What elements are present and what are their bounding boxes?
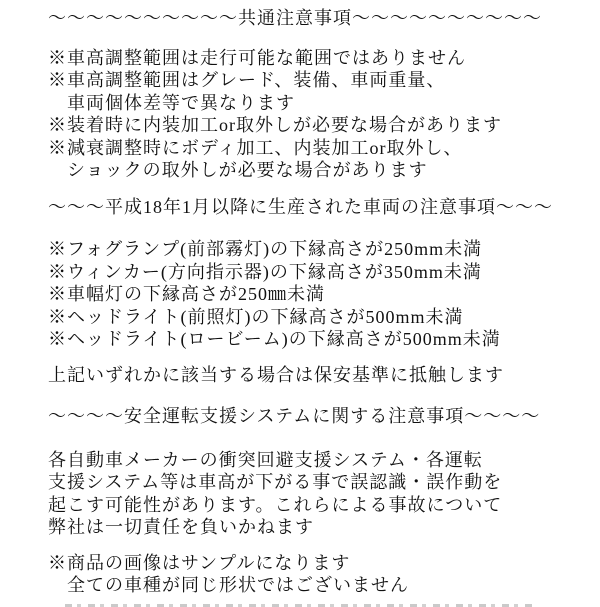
sample-image-note-line: 全ての車種が同じ形状ではございません [67, 575, 409, 595]
sample-image-note-line: ※商品の画像はサンプルになります [48, 552, 351, 573]
safety-system-notes-heading: ～～～～安全運転支援システムに関する注意事項～～～～ [48, 406, 541, 426]
notice-line: ※車高調整範囲はグレード、装備、車両重量、 [48, 70, 446, 90]
notice-line: ※減衰調整時にボディ加工、内装加工or取外し、 [48, 137, 463, 158]
notice-line: ※装着時に内装加工or取外しが必要な場合があります [48, 115, 502, 135]
common-notes-block [48, 47, 600, 182]
notice-line: ※ヘッドライト(ロービーム)の下縁高さが500mm未満 [48, 329, 501, 349]
paragraph-line: 弊社は一切責任を負いかねます [48, 517, 314, 537]
paragraph-line: 支援システム等は車高が下がる事で誤認識・誤作動を [48, 472, 503, 492]
heisei18-vehicle-notes-heading: ～～～平成18年1月以降に生産された車両の注意事項～～～ [48, 196, 553, 217]
notice-line: ※ヘッドライト(前照灯)の下縁高さが500mm未満 [48, 306, 464, 327]
notice-line: ※車幅灯の下縁高さが250㎜未満 [48, 284, 325, 304]
notice-line: ※ウィンカー(方向指示器)の下縁高さが350mm未満 [48, 261, 482, 282]
notice-line-continuation: 車両個体差等で異なります [67, 92, 295, 113]
sample-image-note-block [48, 552, 600, 597]
safety-system-paragraph [48, 449, 600, 539]
compliance-warning-line: 上記いずれかに該当する場合は保安基準に抵触します [48, 364, 504, 385]
notice-line: ※車高調整範囲は走行可能な範囲ではありません [48, 47, 466, 68]
paragraph-line: 起こす可能性があります。これらによる事故について [48, 494, 503, 515]
notice-document [0, 7, 600, 607]
notice-line-continuation: ショックの取外しが必要な場合があります [67, 160, 428, 180]
notice-line: ※フォグランプ(前部霧灯)の下縁高さが250mm未満 [48, 239, 483, 259]
heisei18-vehicle-notes-block [48, 238, 600, 351]
paragraph-line: 各自動車メーカーの衝突回避支援システム・各運転 [48, 449, 483, 470]
common-notes-heading: ～～～～～～～～～～共通注意事項～～～～～～～～～～ [48, 8, 542, 28]
